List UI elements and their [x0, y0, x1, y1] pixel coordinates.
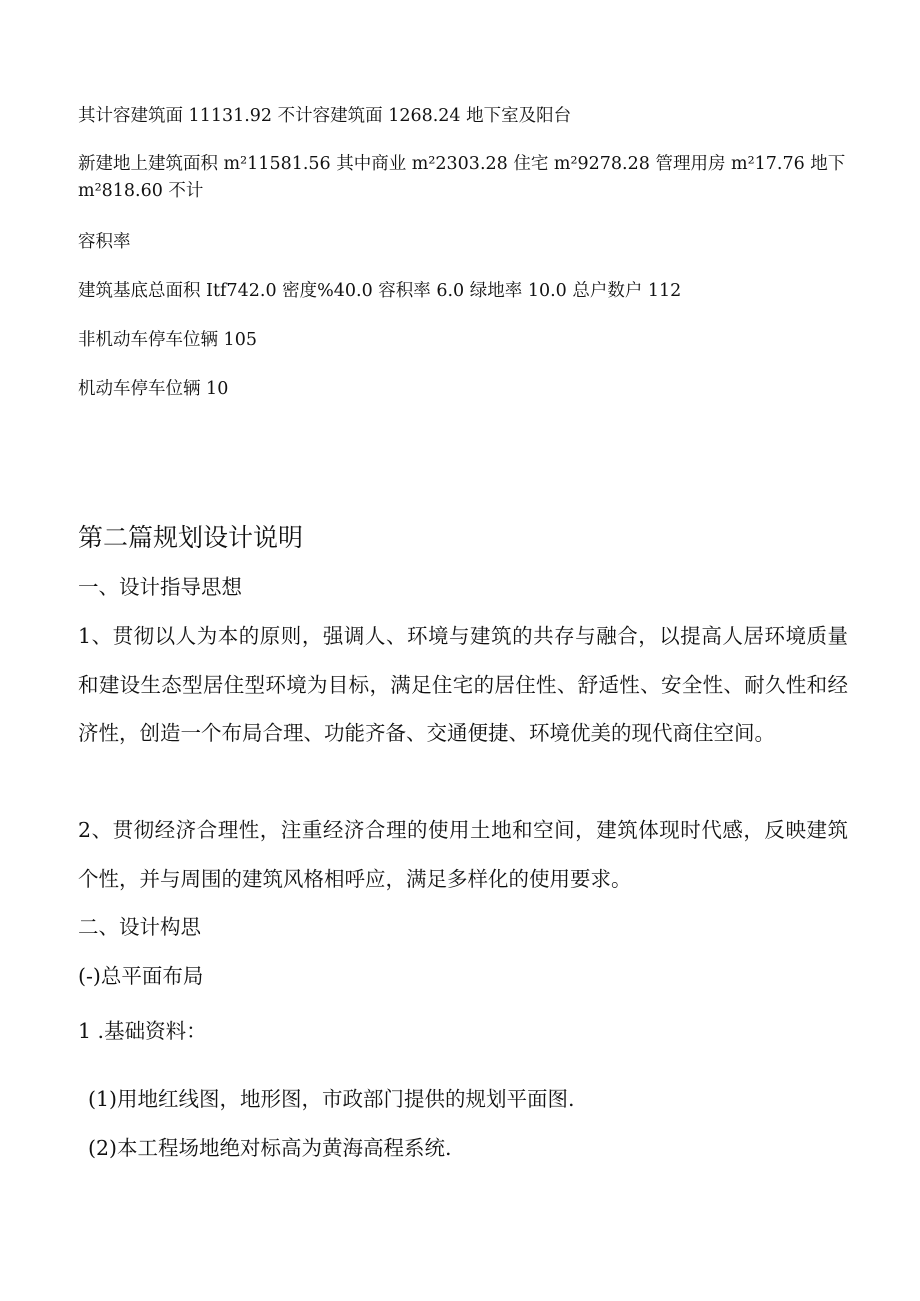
indicator-line-base-area: 建筑基底总面积 Itf742.0 密度%40.0 容积率 6.0 绿地率 10.0 总户数户 112 — [78, 281, 682, 301]
indicator-line-car-parking: 机动车停车位辆 10 — [78, 379, 229, 399]
indicator-line-plot-ratio: 容积率 — [78, 232, 131, 252]
section-title-guiding-ideas: 一、设计指导思想 — [78, 575, 242, 599]
paragraph-people-oriented: 1、贯彻以人为本的原则，强调人、环境与建筑的共存与融合，以提高人居环境质量和建设生态型居住型环境为目标，满足住宅的居住性、舒适性、安全性、耐久性和经济性，创造一个布局合理、功能齐备、交通便捷、环境优美的现代商住空间。 — [78, 624, 848, 745]
subsection-title-site-plan: (-)总平面布局 — [78, 964, 204, 988]
chapter-title: 第二篇规划设计说明 — [78, 523, 304, 552]
paragraph-economic-rationality: 2、贯彻经济合理性，注重经济合理的使用土地和空间，建筑体现时代感，反映建筑个性，并与周围的建筑风格相呼应，满足多样化的使用要求。 — [78, 818, 848, 891]
indicator-line-bike-parking: 非机动车停车位辆 105 — [78, 330, 257, 350]
section-title-design-concept: 二、设计构思 — [78, 915, 201, 939]
item-title-basic-data: 1 .基础资料： — [78, 1019, 207, 1043]
indicator-line-counted-area: 其计容建筑面 11131.92 不计容建筑面 1268.24 地下室及阳台 — [78, 106, 572, 126]
list-item: (2)本工程场地绝对标高为黄海高程系统. — [88, 1136, 452, 1160]
indicator-line-new-area: 新建地上建筑面积 m²11581.56 其中商业 m²2303.28 住宅 m²9278.28 管理用房 m²17.76 地下 m²818.60 不计 — [78, 154, 846, 201]
list-item: (1)用地红线图，地形图，市政部门提供的规划平面图. — [88, 1087, 575, 1111]
